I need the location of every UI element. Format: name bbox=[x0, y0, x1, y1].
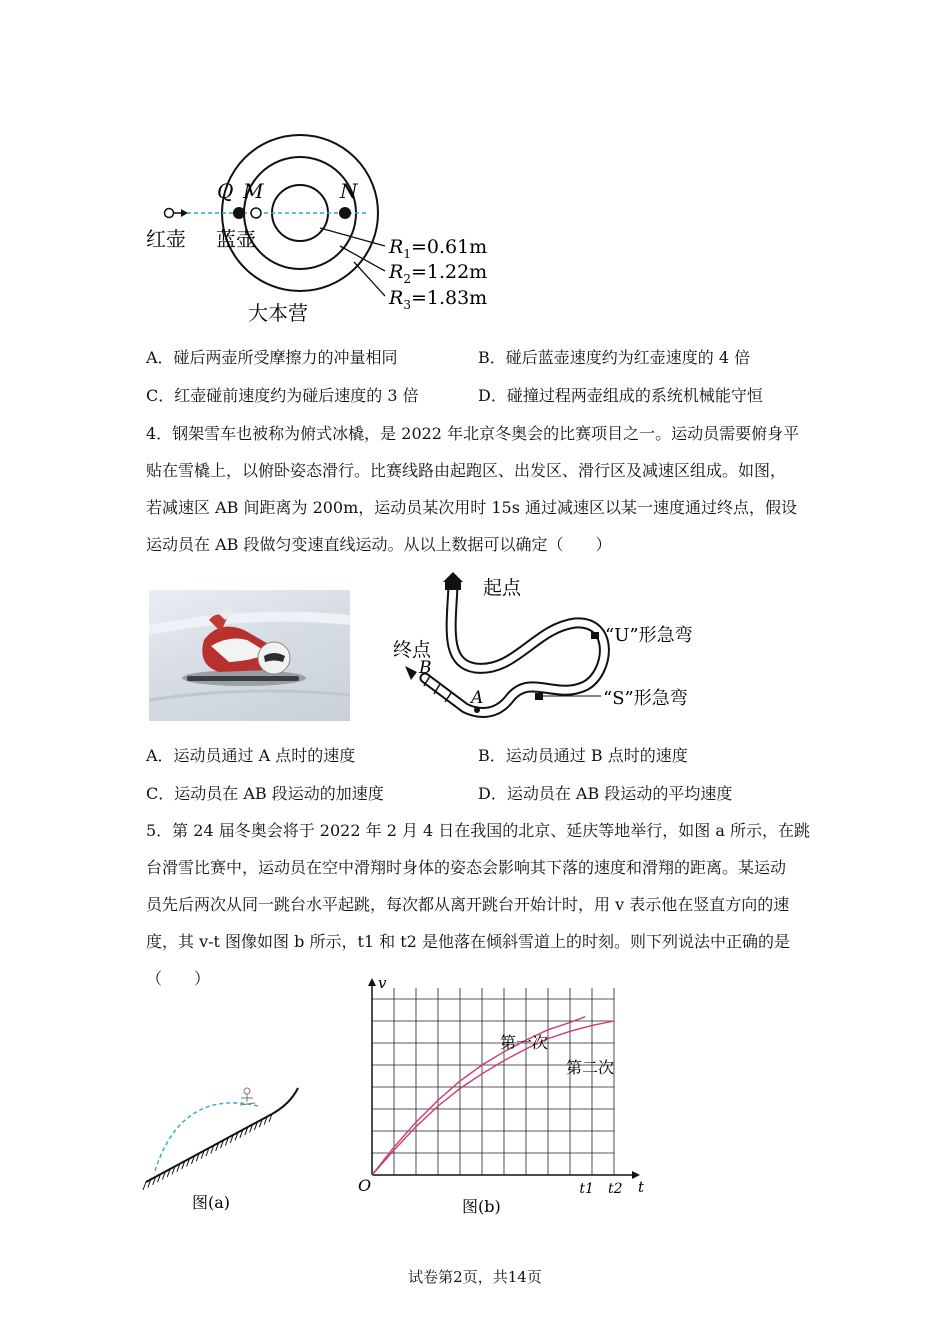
end-arrow bbox=[405, 666, 417, 680]
skeleton-athlete-illustration bbox=[149, 590, 350, 721]
r3-label: $R_3=1.83m$ bbox=[389, 287, 488, 312]
series-line-second bbox=[372, 1021, 614, 1175]
q3-option-d: D．碰撞过程两壶组成的系统机械能守恒 bbox=[478, 386, 763, 405]
label-start: 起点 bbox=[483, 577, 522, 599]
point-q-stone bbox=[233, 207, 245, 219]
q4-stem-line-1: 4．钢架雪车也被称为俯式冰橇，是 2022 年北京冬奥会的比赛项目之一。运动员需要俯身平 bbox=[146, 424, 800, 443]
page-footer: 试卷第2页，共14页 bbox=[408, 1268, 542, 1286]
label-u-turn: “U”形急弯 bbox=[605, 625, 693, 646]
series-label-second: 第二次 bbox=[566, 1058, 615, 1077]
label-house: 大本营 bbox=[248, 301, 308, 325]
origin-label: O bbox=[358, 1176, 372, 1195]
vt-chart bbox=[350, 968, 655, 1223]
red-stone-arrowhead bbox=[181, 209, 188, 217]
label-red-stone: 红壶 bbox=[146, 227, 186, 251]
y-axis-label: v bbox=[378, 974, 387, 992]
q4-stem-line-2: 贴在雪橇上，以俯卧姿态滑行。比赛线路由起跑区、出发区、滑行区及减速区组成。如图， bbox=[146, 461, 787, 480]
q4-option-c: C．运动员在 AB 段运动的加速度 bbox=[146, 784, 384, 803]
label-b: B bbox=[419, 658, 432, 678]
skeleton-photo bbox=[149, 590, 350, 721]
r3-leader bbox=[354, 262, 385, 296]
label-n: N bbox=[340, 179, 358, 203]
hatch-mark bbox=[143, 1182, 146, 1190]
q3-option-b: B．碰后蓝壶速度约为红壶速度的 4 倍 bbox=[478, 348, 751, 367]
q5-stem-line-1: 5．第 24 届冬奥会将于 2022 年 2 月 4 日在我国的北京、延庆等地举行，如图 a 所示，在跳 bbox=[146, 821, 811, 840]
y-axis-arrow bbox=[368, 978, 376, 986]
q3-option-c: C．红壶碰前速度约为碰后速度的 3 倍 bbox=[146, 386, 419, 405]
point-n-stone bbox=[339, 207, 351, 219]
point-m-stone bbox=[251, 208, 261, 218]
x-axis-label: t bbox=[638, 1178, 645, 1196]
curling-figure bbox=[140, 128, 500, 328]
r1-label: $R_1=0.61m$ bbox=[389, 236, 488, 261]
q3-option-a: A．碰后两壶所受摩擦力的冲量相同 bbox=[146, 348, 398, 367]
label-q: Q bbox=[217, 179, 234, 203]
q4-option-b: B．运动员通过 B 点时的速度 bbox=[478, 746, 688, 765]
slope-hatching bbox=[143, 1114, 272, 1190]
chart-grid bbox=[372, 988, 614, 1175]
label-a: A bbox=[471, 688, 484, 708]
x-tick-label: t2 bbox=[608, 1181, 623, 1197]
u-turn-marker bbox=[591, 632, 599, 639]
takeoff-ramp bbox=[272, 1088, 298, 1114]
skier-icon bbox=[240, 1088, 255, 1105]
start-arrow bbox=[443, 572, 463, 582]
r2-label: $R_2=1.22m$ bbox=[389, 261, 488, 286]
label-s-turn: “S”形急弯 bbox=[603, 688, 688, 709]
q4-stem-line-4: 运动员在 AB 段做匀变速直线运动。从以上数据可以确定（ ） bbox=[146, 535, 612, 554]
series-label-first: 第一次 bbox=[500, 1033, 549, 1052]
q4-option-a: A．运动员通过 A 点时的速度 bbox=[146, 746, 356, 765]
chart-series bbox=[372, 1017, 614, 1175]
q4-option-d: D．运动员在 AB 段运动的平均速度 bbox=[478, 784, 733, 803]
flight-path bbox=[154, 1103, 258, 1174]
q5-stem-line-5: （ ） bbox=[146, 969, 211, 988]
x-tick-label: t1 bbox=[579, 1181, 594, 1197]
q5-stem-line-3: 员先后两次从同一跳台水平起跳，每次都从离开跳台开始计时，用 v 表示他在竖直方向的速 bbox=[146, 895, 790, 914]
fig-a-caption: 图(a) bbox=[192, 1193, 231, 1212]
label-end: 终点 bbox=[393, 639, 432, 661]
s-turn-marker bbox=[535, 693, 543, 700]
label-blue-stone: 蓝壶 bbox=[216, 227, 256, 251]
red-stone-marker bbox=[165, 209, 174, 218]
fig-b-caption: 图(b) bbox=[462, 1197, 501, 1216]
r2-leader bbox=[340, 246, 385, 271]
series-line-first bbox=[372, 1017, 585, 1175]
label-m: M bbox=[243, 179, 264, 203]
chart-x-ticks bbox=[579, 1181, 622, 1197]
ski-jump-figure bbox=[140, 1078, 315, 1218]
track-diagram bbox=[385, 568, 735, 728]
q5-stem-line-4: 度，其 v-t 图像如图 b 所示，t1 和 t2 是他落在倾斜雪道上的时刻。则下列说法中正确的是 bbox=[146, 932, 790, 951]
q4-stem-line-3: 若减速区 AB 间距离为 200m，运动员某次用时 15s 通过减速区以某一速度通过终点，假设 bbox=[146, 498, 798, 517]
q5-stem-line-2: 台滑雪比赛中，运动员在空中滑翔时身体的姿态会影响其下落的速度和滑翔的距离。某运动 bbox=[146, 858, 787, 877]
